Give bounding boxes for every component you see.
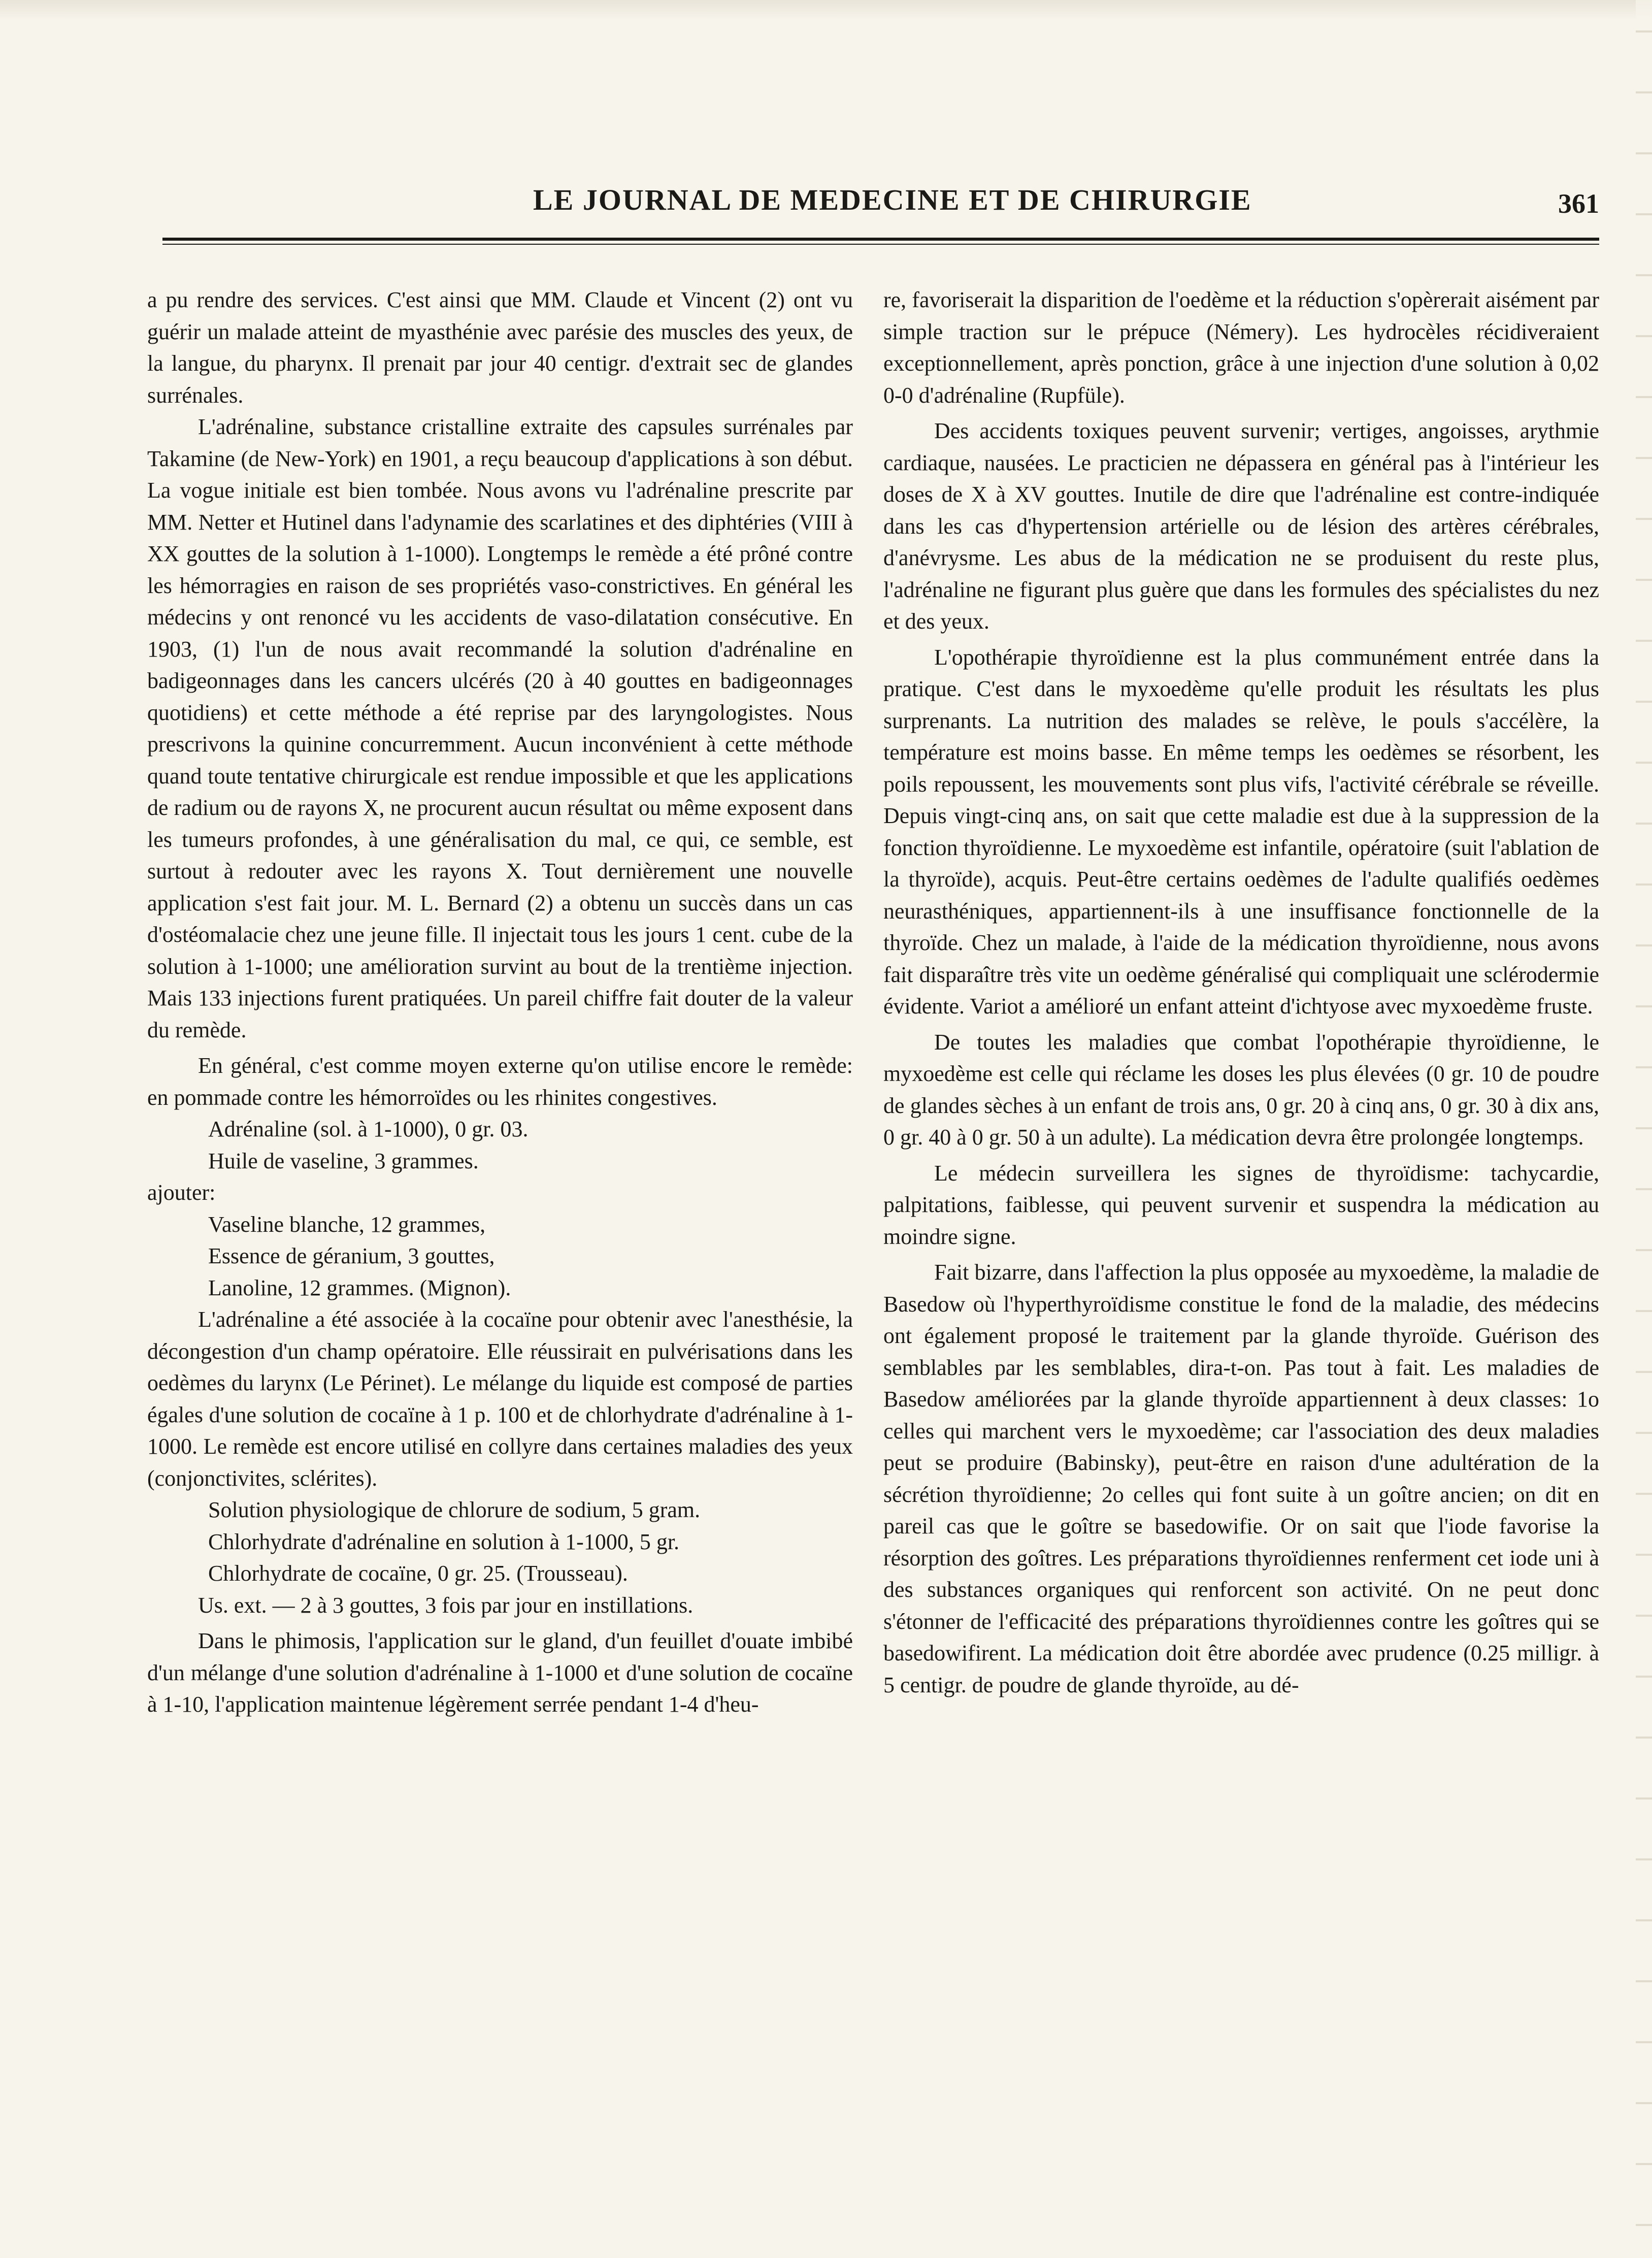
paragraph: Chlorhydrate de cocaïne, 0 gr. 25. (Trousseau). <box>208 1561 628 1586</box>
paragraph: Vaseline blanche, 12 grammes, <box>208 1212 486 1237</box>
paragraph: Adrénaline (sol. à 1-1000), 0 gr. 03. <box>208 1117 528 1141</box>
paragraph: Essence de géranium, 3 gouttes, <box>208 1243 495 1268</box>
paragraph: Solution physiologique de chlorure de sodium, 5 gram. <box>208 1497 701 1522</box>
header-rule <box>162 238 1599 241</box>
left-column <box>147 284 853 1721</box>
paragraph: L'adrénaline a été associée à la cocaïne pour obtenir avec l'anesthésie, la décongestion d'un champ opératoire. Elle réussirait en pulvérisations dans les oedèmes du larynx (Le Périnet). Le mélange du liquide est composé de parties égales d'une solution de cocaïne à 1 p. 100 et de chlorhydrate d'adrénaline à 1-1000. Le remède est encore utilisé en collyre dans certaines maladies des yeux (conjonctivites, sclérites). <box>147 1307 853 1491</box>
paragraph: Huile de vaseline, 3 grammes. <box>208 1148 479 1173</box>
header-rule-thin <box>162 244 1599 245</box>
paragraph: Fait bizarre, dans l'affection la plus opposée au myxoedème, la maladie de Basedow où l'hyperthyroïdisme constitue le fond de la maladie, des médecins ont également proposé le traitement par la glande thyroïde. Guérison des semblables par les semblables, dira-t-on. Pas tout à fait. Les maladies de Basedow améliorées par la glande thyroïde appartiennent à deux classes: 1o celles qui marchent vers le myxoedème; car l'association des deux maladies peut se produire (Babinsky), peut-être en raison d'une adultération de la sécrétion thyroïdienne; 2o celles qui font suite à un goître ancien; on dit en pareil cas que le goître se basedowifie. Or on sait que l'iode favorise la résorption des goîtres. Les préparations thyroïdiennes renferment cet iode uni à des substances organiques qui renforcent son activité. On ne peut donc s'étonner de l'efficacité des préparations thyroïdiennes contre les goîtres qui se basedowifirent. La médication doit être abordée avec prudence (0.25 milligr. à 5 centigr. de poudre de glande thyroïde, au dé- <box>883 1260 1599 1697</box>
paragraph: En général, c'est comme moyen externe qu'on utilise encore le remède: en pommade contre les hémorroïdes ou les rhinites congestives. <box>147 1053 853 1110</box>
paragraph: a pu rendre des services. C'est ainsi que MM. Claude et Vincent (2) ont vu guérir un malade atteint de myasthénie avec parésie des muscles des yeux, de la langue, du pharynx. Il prenait par jour 40 centigr. d'extrait sec de glandes surrénales. <box>147 287 853 408</box>
paragraph: L'adrénaline, substance cristalline extraite des capsules surrénales par Takamine (de New-York) en 1901, a reçu beaucoup d'applications à son début. La vogue initiale est bien tombée. Nous avons vu l'adrénaline prescrite par MM. Netter et Hutinel dans l'adynamie des scarlatines et des diphtéries (VIII à XX gouttes de la solution à 1-1000). Longtemps le remède a été prôné contre les hémorragies en raison de ses propriétés vaso-constrictives. En général les médecins y ont renoncé vu les accidents de vaso-dilatation consécutive. En 1903, (1) l'un de nous avait recommandé la solution d'adrénaline en badigeonnages dans les cancers ulcérés (20 à 40 gouttes en badigeonnages quotidiens) et cette méthode a été reprise par des laryngologistes. Nous prescrivons la quinine concurremment. Aucun inconvénient à cette méthode quand toute tentative chirurgicale est rendue impossible et que les applications de radium ou de rayons X, ne procurent aucun résultat ou même exposent dans les tumeurs profondes, à une généralisation du mal, ce qui, ce semble, est surtout à redouter avec les rayons X. Tout dernièrement une nouvelle application s'est fait jour. M. L. Bernard (2) a obtenu un succès dans un cas d'ostéomalacie chez une jeune fille. Il injectait tous les jours 1 cent. cube de la solution à 1-1000; une amélioration survint au bout de la trentième injection. Mais 133 injections furent pratiquées. Un pareil chiffre fait douter de la valeur du remède. <box>147 414 853 1042</box>
paragraph: Chlorhydrate d'adrénaline en solution à 1-1000, 5 gr. <box>208 1529 680 1554</box>
page-right-edge <box>1636 0 1652 2258</box>
paragraph: re, favoriserait la disparition de l'oedème et la réduction s'opèrerait aisément par simple traction sur le prépuce (Némery). Les hydrocèles récidiveraient exceptionnellement, après ponction, grâce à une injection d'une solution à 0,02 0-0 d'adrénaline (Rupfüle). <box>883 287 1599 408</box>
paragraph: L'opothérapie thyroïdienne est la plus communément entrée dans la pratique. C'est dans le myxoedème qu'elle produit les résultats les plus surprenants. La nutrition des malades se relève, le pouls s'accélère, la température est moins basse. En même temps les oedèmes se résorbent, les poils repoussent, les mouvements sont plus vifs, l'activité cérébrale se réveille. Depuis vingt-cinq ans, on sait que cette maladie est due à la suppression de la fonction thyroïdienne. Le myxoedème est infantile, opératoire (suit l'ablation de la thyroïde), acquis. Peut-être certains oedèmes de l'adulte qualifiés oedèmes neurasthéniques, appartiennent-ils à une insuffisance fonctionnelle de la thyroïde. Chez un malade, à l'aide de la médication thyroïdienne, nous avons fait disparaître très vite un oedème généralisé qui compliquait une sclérodermie évidente. Variot a amélioré un enfant atteint d'ichtyose avec myxoedème fruste. <box>883 644 1599 1019</box>
page-top-edge <box>0 0 1652 20</box>
paragraph: Dans le phimosis, l'application sur le gland, d'un feuillet d'ouate imbibé d'un mélange d'une solution d'adrénaline à 1-1000 et d'une solution de cocaïne à 1-10, l'application maintenue légèrement serrée pendant 1-4 d'heu- <box>147 1628 853 1717</box>
page-number: 361 <box>1558 188 1599 219</box>
paragraph: De toutes les maladies que combat l'opothérapie thyroïdienne, le myxoedème est celle qui réclame les doses les plus élevées (0 gr. 10 de poudre de glandes sèches à un enfant de trois ans, 0 gr. 20 à cinq ans, 0 gr. 30 à dix ans, 0 gr. 40 à 0 gr. 50 à un adulte). La médication devra être prolongée longtemps. <box>883 1029 1599 1150</box>
paragraph: Des accidents toxiques peuvent survenir; vertiges, angoisses, arythmie cardiaque, nausées. Le practicien ne dépassera en général pas à l'intérieur les doses de X à XV gouttes. Inutile de dire que l'adrénaline est contre-indiquée dans les cas d'hypertension artérielle ou de lésion des artères cérébrales, d'anévrysme. Les abus de la médication ne se produisent du reste plus, l'adrénaline ne figurant plus guère que dans les formules des spécialistes du nez et des yeux. <box>883 418 1599 634</box>
paragraph: Le médecin surveillera les signes de thyroïdisme: tachycardie, palpitations, faiblesse, qui peuvent survenir et suspendra la médication au moindre signe. <box>883 1160 1599 1249</box>
right-column <box>883 284 1599 1701</box>
paragraph: ajouter: <box>147 1180 216 1205</box>
running-header <box>168 183 1599 244</box>
paragraph: Lanoline, 12 grammes. (Mignon). <box>208 1275 511 1300</box>
paragraph: Us. ext. — 2 à 3 gouttes, 3 fois par jour en instillations. <box>198 1592 693 1618</box>
journal-title: LE JOURNAL DE MEDECINE ET DE CHIRURGIE <box>533 183 1252 216</box>
